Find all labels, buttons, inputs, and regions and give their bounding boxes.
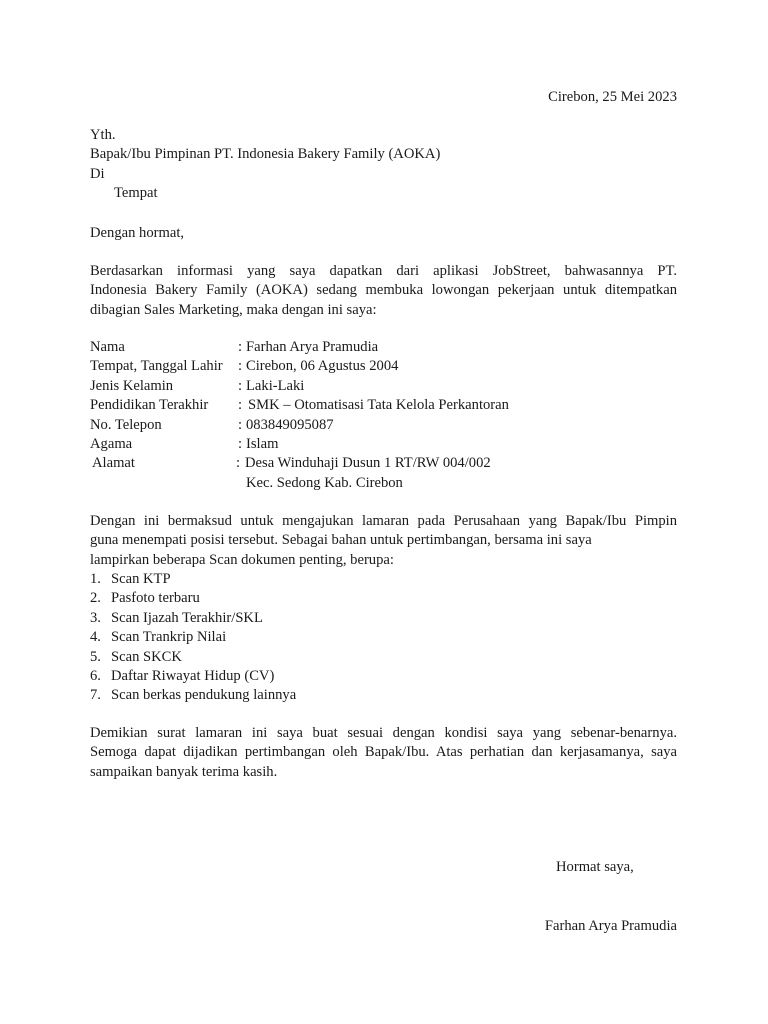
intro-paragraph	[90, 262, 677, 320]
recipient-salutation: Yth.	[90, 127, 116, 143]
closing-paragraph	[90, 724, 677, 782]
signoff: Hormat saya,	[556, 859, 634, 875]
list-text: Scan Trankrip Nilai	[111, 629, 227, 646]
attachment-list	[90, 570, 677, 706]
recipient-name: Bapak/Ibu Pimpinan PT. Indonesia Bakery Family (AOKA)	[90, 146, 441, 163]
identity-table	[90, 338, 677, 493]
list-number: 7.	[90, 687, 101, 704]
identity-value: SMK – Otomatisasi Tata Kelola Perkantoran	[248, 397, 509, 414]
identity-row-birth	[90, 357, 677, 376]
list-item	[90, 589, 677, 608]
identity-colon: :	[238, 397, 243, 414]
identity-row-phone	[90, 416, 677, 435]
list-number: 4.	[90, 629, 101, 646]
list-number: 3.	[90, 609, 101, 626]
intro-line-2: Indonesia Bakery Family (AOKA) sedang membuka lowongan pekerjaan untuk ditempatkan	[90, 282, 677, 299]
identity-colon: :	[236, 455, 241, 472]
identity-label: Tempat, Tanggal Lahir	[90, 358, 223, 375]
identity-row-religion	[90, 435, 677, 454]
identity-label: No. Telepon	[90, 416, 162, 433]
closing-line-2: Semoga dapat dijadikan pertimbangan oleh Bapak/Ibu. Atas perhatian dan kerjasamanya, saya	[90, 744, 677, 761]
identity-row-gender	[90, 377, 677, 396]
purpose-paragraph	[90, 512, 677, 570]
address-line-2: Kec. Sedong Kab. Cirebon	[246, 474, 403, 491]
identity-row-name	[90, 338, 677, 357]
identity-value: Desa Winduhaji Dusun 1 RT/RW 004/002	[245, 455, 491, 472]
identity-colon: :	[238, 339, 243, 355]
list-text: Daftar Riwayat Hidup (CV)	[111, 667, 275, 684]
identity-value: Cirebon, 06 Agustus 2004	[246, 358, 399, 375]
identity-value: Farhan Arya Pramudia	[246, 339, 379, 355]
identity-colon: :	[238, 416, 243, 433]
identity-colon: :	[238, 435, 243, 452]
recipient-di: Di	[90, 165, 105, 182]
place-date: Cirebon, 25 Mei 2023	[548, 89, 677, 105]
list-item	[90, 686, 677, 705]
purpose-line-1: Dengan ini bermaksud untuk mengajukan lamaran pada Perusahaan yang Bapak/Ibu Pimpin	[90, 513, 677, 529]
identity-row-address	[90, 454, 677, 473]
identity-value: 083849095087	[246, 416, 334, 433]
list-item	[90, 667, 677, 686]
list-text: Scan KTP	[111, 571, 171, 587]
identity-label: Alamat	[92, 455, 135, 472]
purpose-line-3: lampirkan beberapa Scan dokumen penting, berupa:	[90, 551, 394, 568]
identity-colon: :	[238, 358, 243, 375]
purpose-line-2: guna menempati posisi tersebut. Sebagai bahan untuk pertimbangan, bersama ini saya	[90, 532, 592, 549]
closing-line-1: Demikian surat lamaran ini saya buat sesuai dengan kondisi saya yang sebenar-benarnya.	[90, 725, 677, 741]
identity-row-education	[90, 396, 677, 415]
list-text: Scan SKCK	[111, 648, 182, 665]
identity-value: Laki-Laki	[246, 377, 305, 394]
list-number: 5.	[90, 648, 101, 665]
identity-label: Pendidikan Terakhir	[90, 397, 209, 414]
recipient-block	[90, 126, 677, 204]
list-text: Scan berkas pendukung lainnya	[111, 687, 297, 704]
signer-name: Farhan Arya Pramudia	[544, 918, 677, 934]
greeting: Dengan hormat,	[90, 225, 185, 241]
list-text: Scan Ijazah Terakhir/SKL	[111, 609, 263, 626]
list-item	[90, 628, 677, 647]
intro-line-1: Berdasarkan informasi yang saya dapatkan dari aplikasi JobStreet, bahwasannya PT.	[90, 263, 677, 279]
identity-row-address-cont	[90, 474, 677, 493]
identity-label: Nama	[90, 339, 125, 355]
list-text: Pasfoto terbaru	[111, 590, 200, 607]
identity-colon: :	[238, 377, 243, 394]
identity-value: Islam	[246, 435, 279, 452]
closing-line-3: sampaikan banyak terima kasih.	[90, 763, 278, 780]
list-number: 2.	[90, 590, 101, 607]
list-number: 6.	[90, 667, 101, 684]
list-number: 1.	[90, 571, 101, 587]
intro-line-3: dibagian Sales Marketing, maka dengan ini saya:	[90, 301, 377, 318]
list-item	[90, 609, 677, 628]
list-item	[90, 570, 677, 589]
identity-label: Jenis Kelamin	[90, 377, 174, 394]
list-item	[90, 648, 677, 667]
recipient-place: Tempat	[114, 185, 158, 202]
identity-label: Agama	[90, 435, 133, 452]
